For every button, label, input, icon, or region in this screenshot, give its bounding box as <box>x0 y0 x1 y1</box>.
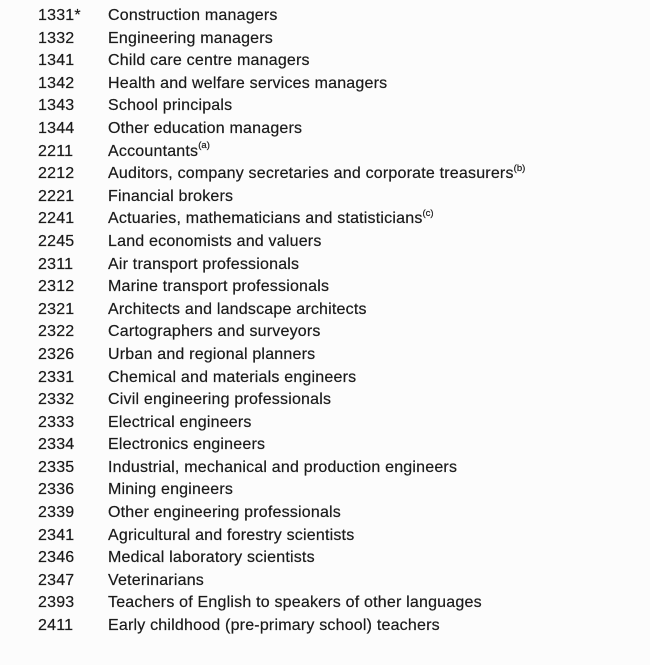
occupation-title <box>108 118 302 141</box>
occupation-code: 2336 <box>38 481 75 499</box>
occupation-title <box>108 615 440 638</box>
occupation-code: 2331 <box>38 368 75 386</box>
occupation-code: 2326 <box>38 345 75 363</box>
occupation-code: 1344 <box>38 119 75 137</box>
occupation-name: Cartographers and surveyors <box>108 323 321 341</box>
occupation-name: Medical laboratory scientists <box>108 549 315 567</box>
occupation-name: Civil engineering professionals <box>108 391 332 409</box>
occupation-row <box>0 412 650 435</box>
occupation-code: 2341 <box>38 526 75 544</box>
occupation-title <box>108 254 299 277</box>
occupation-code: 2212 <box>38 165 75 183</box>
occupation-title <box>108 525 354 548</box>
occupation-code: 2221 <box>38 187 75 205</box>
occupation-code-list <box>0 5 650 638</box>
occupation-row <box>0 141 650 164</box>
occupation-row <box>0 118 650 141</box>
occupation-name: Veterinarians <box>108 571 204 589</box>
occupation-row <box>0 434 650 457</box>
occupation-title <box>108 208 434 231</box>
occupation-title <box>108 592 482 615</box>
occupation-name: Financial brokers <box>108 187 234 205</box>
occupation-title <box>108 276 329 299</box>
footnote-marker: (b) <box>513 162 526 174</box>
occupation-name: Child care centre managers <box>108 52 310 70</box>
footnote-marker: (c) <box>422 208 434 220</box>
occupation-name: Architects and landscape architects <box>108 300 367 318</box>
occupation-row <box>0 525 650 548</box>
occupation-name: Engineering managers <box>108 29 273 47</box>
occupation-code: 1341 <box>38 52 75 70</box>
occupation-code: 2245 <box>38 232 75 250</box>
occupation-title <box>108 5 278 28</box>
occupation-row <box>0 547 650 570</box>
occupation-row <box>0 5 650 28</box>
occupation-title <box>108 163 525 186</box>
occupation-code: 2321 <box>38 300 75 318</box>
occupation-name: Health and welfare services managers <box>108 74 388 92</box>
occupation-code: 2334 <box>38 436 75 454</box>
occupation-code: 2346 <box>38 549 75 567</box>
occupation-name: Land economists and valuers <box>108 232 322 250</box>
occupation-code: 1342 <box>38 74 75 92</box>
occupation-title <box>108 231 322 254</box>
occupation-row <box>0 615 650 638</box>
occupation-name: Accountants <box>108 142 199 160</box>
occupation-title <box>108 299 367 322</box>
occupation-title <box>108 434 265 457</box>
occupation-code: 2241 <box>38 210 75 228</box>
occupation-row <box>0 50 650 73</box>
occupation-code: 2322 <box>38 323 75 341</box>
occupation-name: Construction managers <box>108 7 278 24</box>
occupation-code: 1331* <box>38 7 81 24</box>
occupation-name: Mining engineers <box>108 481 234 499</box>
occupation-title <box>108 570 204 593</box>
occupation-name: School principals <box>108 97 233 115</box>
occupation-title <box>108 141 210 164</box>
occupation-row <box>0 95 650 118</box>
occupation-row <box>0 592 650 615</box>
occupation-row <box>0 254 650 277</box>
occupation-name: Urban and regional planners <box>108 345 316 363</box>
occupation-row <box>0 163 650 186</box>
occupation-code: 2339 <box>38 504 75 522</box>
occupation-row <box>0 299 650 322</box>
occupation-name: Electronics engineers <box>108 436 266 454</box>
occupation-title <box>108 389 331 412</box>
occupation-name: Electrical engineers <box>108 413 252 431</box>
occupation-title <box>108 186 233 209</box>
occupation-title <box>108 367 356 390</box>
occupation-title <box>108 547 315 570</box>
occupation-code: 2333 <box>38 413 75 431</box>
occupation-name: Chemical and materials engineers <box>108 368 357 386</box>
occupation-name: Agricultural and forestry scientists <box>108 526 355 544</box>
occupation-row <box>0 479 650 502</box>
footnote-marker: (a) <box>198 140 210 152</box>
occupation-name: Auditors, company secretaries and corporate treasurers <box>108 165 514 183</box>
occupation-code: 1332 <box>38 29 75 47</box>
occupation-name: Actuaries, mathematicians and statisticians <box>108 210 423 228</box>
occupation-title <box>108 50 310 73</box>
occupation-name: Marine transport professionals <box>108 278 330 296</box>
occupation-code: 2393 <box>38 594 75 612</box>
occupation-code: 2311 <box>38 255 74 273</box>
occupation-title <box>108 502 341 525</box>
occupation-title <box>108 95 232 118</box>
occupation-row <box>0 389 650 412</box>
occupation-name: Industrial, mechanical and production engineers <box>108 458 458 476</box>
occupation-code: 2312 <box>38 278 75 296</box>
occupation-code: 2332 <box>38 391 75 409</box>
occupation-row <box>0 570 650 593</box>
occupation-title <box>108 344 315 367</box>
occupation-row <box>0 457 650 480</box>
occupation-name: Other education managers <box>108 119 303 137</box>
occupation-title <box>108 321 321 344</box>
occupation-row <box>0 367 650 390</box>
occupation-code: 2335 <box>38 458 75 476</box>
occupation-row <box>0 321 650 344</box>
occupation-name: Other engineering professionals <box>108 504 342 522</box>
occupation-row <box>0 186 650 209</box>
occupation-code: 2347 <box>38 571 75 589</box>
occupation-code: 2211 <box>38 142 74 160</box>
occupation-row <box>0 208 650 231</box>
occupation-code: 1343 <box>38 97 75 115</box>
occupation-row <box>0 28 650 51</box>
occupation-name: Teachers of English to speakers of other languages <box>108 594 482 612</box>
occupation-row <box>0 231 650 254</box>
occupation-title <box>108 457 457 480</box>
occupation-title <box>108 479 233 502</box>
occupation-row <box>0 344 650 367</box>
occupation-title <box>108 28 273 51</box>
occupation-name: Air transport professionals <box>108 255 300 273</box>
occupation-title <box>108 412 252 435</box>
occupation-row <box>0 276 650 299</box>
occupation-title <box>108 73 387 96</box>
occupation-code: 2411 <box>38 617 74 635</box>
occupation-name: Early childhood (pre-primary school) teachers <box>108 617 440 635</box>
occupation-row <box>0 502 650 525</box>
occupation-row <box>0 73 650 96</box>
